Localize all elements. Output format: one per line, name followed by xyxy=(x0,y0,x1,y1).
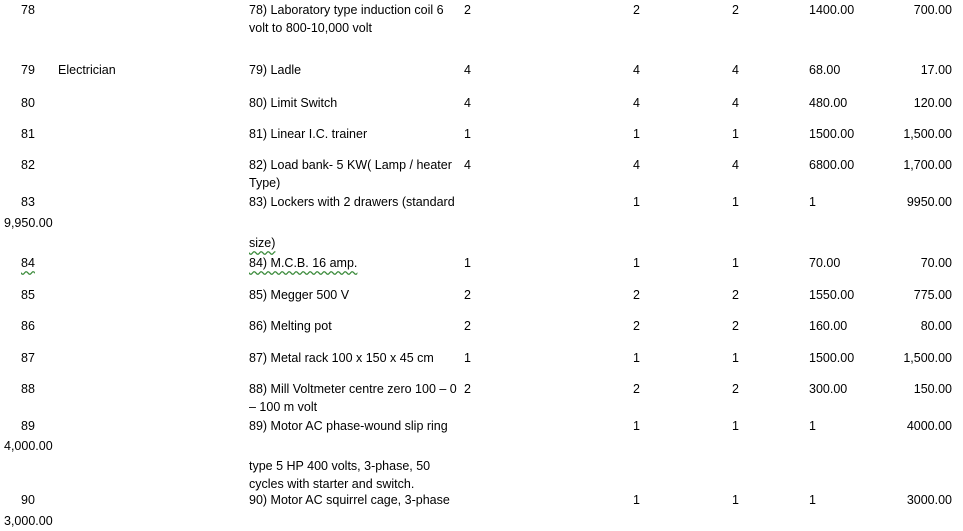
row-number: 89 xyxy=(21,419,35,433)
qty-1: 1 xyxy=(464,127,471,141)
row-number: 90 xyxy=(21,493,35,507)
item-description: 84) M.C.B. 16 amp. xyxy=(249,256,358,270)
item-description-continued: size) xyxy=(249,236,276,250)
qty-3: 2 xyxy=(732,288,739,302)
qty-3: 1 xyxy=(732,195,739,209)
item-description: 83) Lockers with 2 drawers (standard xyxy=(249,195,455,209)
amount: 3000.00 xyxy=(906,493,952,507)
qty-2: 2 xyxy=(633,3,640,17)
amount: 70.00 xyxy=(920,256,952,270)
qty-2: 4 xyxy=(633,96,640,110)
rate: 1 xyxy=(809,195,816,209)
item-description-continued: type 5 HP 400 volts, 3-phase, 50 cycles with starter and switch. xyxy=(249,459,431,491)
amount: 1,500.00 xyxy=(903,351,952,365)
rate: 300.00 xyxy=(809,382,848,396)
qty-2: 2 xyxy=(633,382,640,396)
qty-3: 1 xyxy=(732,351,739,365)
amount: 4000.00 xyxy=(906,419,952,433)
qty-3: 1 xyxy=(732,493,739,507)
qty-1: 2 xyxy=(464,319,471,333)
qty-2: 1 xyxy=(633,195,640,209)
qty-3: 1 xyxy=(732,256,739,270)
qty-3: 2 xyxy=(732,319,739,333)
rate: 1500.00 xyxy=(809,127,855,141)
qty-1: 1 xyxy=(464,351,471,365)
rate: 1550.00 xyxy=(809,288,855,302)
row-number: 87 xyxy=(21,351,35,365)
row-number: 79 xyxy=(21,63,35,77)
amount: 1,700.00 xyxy=(903,158,952,172)
item-description: 82) Load bank- 5 KW( Lamp / heater Type) xyxy=(249,158,452,190)
qty-2: 1 xyxy=(633,127,640,141)
qty-2: 4 xyxy=(633,63,640,77)
item-description: 79) Ladle xyxy=(249,63,302,77)
rate: 160.00 xyxy=(809,319,848,333)
rate: 1 xyxy=(809,493,816,507)
qty-2: 4 xyxy=(633,158,640,172)
rate: 68.00 xyxy=(809,63,841,77)
item-description: 78) Laboratory type induction coil 6 volt to 800-10,000 volt xyxy=(249,3,444,35)
qty-1: 4 xyxy=(464,158,471,172)
trade-label: Electrician xyxy=(58,63,116,77)
qty-2: 2 xyxy=(633,319,640,333)
qty-2: 1 xyxy=(633,256,640,270)
amount: 17.00 xyxy=(920,63,952,77)
qty-1: 2 xyxy=(464,382,471,396)
qty-2: 1 xyxy=(633,419,640,433)
amount: 700.00 xyxy=(913,3,952,17)
qty-1: 4 xyxy=(464,63,471,77)
item-description: 80) Limit Switch xyxy=(249,96,338,110)
item-description: 81) Linear I.C. trainer xyxy=(249,127,368,141)
amount: 1,500.00 xyxy=(903,127,952,141)
qty-2: 2 xyxy=(633,288,640,302)
qty-3: 4 xyxy=(732,63,739,77)
item-description: 86) Melting pot xyxy=(249,319,332,333)
qty-3: 4 xyxy=(732,96,739,110)
row-number: 84 xyxy=(21,256,35,270)
qty-1: 2 xyxy=(464,3,471,17)
amount: 150.00 xyxy=(913,382,952,396)
qty-2: 1 xyxy=(633,351,640,365)
qty-1: 4 xyxy=(464,96,471,110)
row-number: 81 xyxy=(21,127,35,141)
item-description: 85) Megger 500 V xyxy=(249,288,350,302)
row-number: 86 xyxy=(21,319,35,333)
amount: 80.00 xyxy=(920,319,952,333)
row-number: 80 xyxy=(21,96,35,110)
row-number: 82 xyxy=(21,158,35,172)
row-number: 88 xyxy=(21,382,35,396)
item-description: 89) Motor AC phase-wound slip ring xyxy=(249,419,448,433)
rate: 6800.00 xyxy=(809,158,855,172)
row-number: 78 xyxy=(21,3,35,17)
rate: 70.00 xyxy=(809,256,841,270)
qty-3: 2 xyxy=(732,3,739,17)
qty-3: 4 xyxy=(732,158,739,172)
rate: 480.00 xyxy=(809,96,848,110)
qty-1: 1 xyxy=(464,256,471,270)
amount-wrapped: 9,950.00 xyxy=(4,216,53,230)
qty-3: 2 xyxy=(732,382,739,396)
item-description: 90) Motor AC squirrel cage, 3-phase xyxy=(249,493,450,507)
row-number: 83 xyxy=(21,195,35,209)
item-description: 88) Mill Voltmeter centre zero 100 – 0 – 100 m volt xyxy=(249,382,457,414)
qty-1: 2 xyxy=(464,288,471,302)
amount: 9950.00 xyxy=(906,195,952,209)
row-number: 85 xyxy=(21,288,35,302)
qty-3: 1 xyxy=(732,127,739,141)
qty-3: 1 xyxy=(732,419,739,433)
amount-wrapped: 3,000.00 xyxy=(4,514,53,528)
amount: 775.00 xyxy=(913,288,952,302)
qty-2: 1 xyxy=(633,493,640,507)
rate: 1400.00 xyxy=(809,3,855,17)
amount-wrapped: 4,000.00 xyxy=(4,439,53,453)
item-description: 87) Metal rack 100 x 150 x 45 cm xyxy=(249,351,434,365)
rate: 1 xyxy=(809,419,816,433)
amount: 120.00 xyxy=(913,96,952,110)
rate: 1500.00 xyxy=(809,351,855,365)
